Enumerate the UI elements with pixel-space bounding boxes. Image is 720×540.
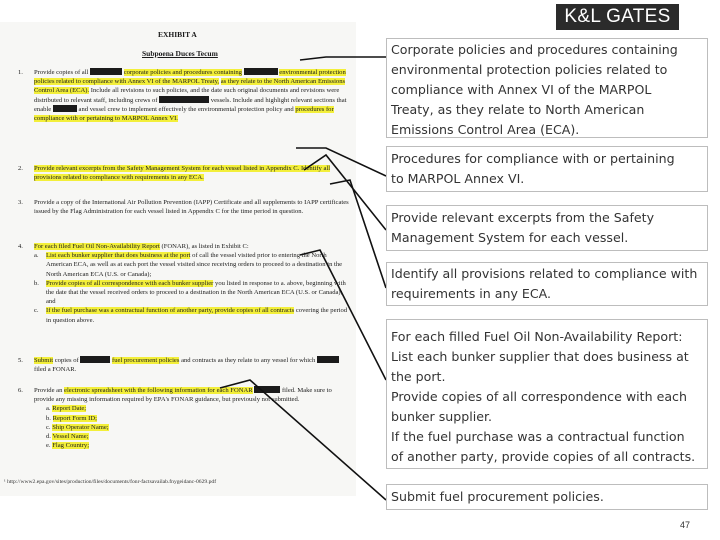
item-text: filed a FONAR. — [34, 366, 77, 374]
highlighted-text: fuel procurement policies — [112, 357, 180, 364]
callout-text: Management System for each vessel. — [391, 230, 629, 245]
item-text: Provide a copy of the International Air Pollution Prevention (IAPP) Certificate and all supplements to IAPP certificates issued by the Flag Administration for each vessel listed in Appendix C for the time period in question. — [34, 199, 349, 216]
exhibit-title: EXHIBIT A — [158, 30, 197, 39]
document-item-1 — [18, 68, 352, 123]
highlighted-text: corporate policies and procedures containing — [123, 69, 242, 76]
callout-text: Provide relevant excerpts from the Safety — [391, 210, 655, 225]
highlighted-text: List each bunker supplier that does business at the port — [46, 252, 191, 260]
callout-text: Submit fuel procurement policies. — [391, 489, 604, 504]
redaction-bar — [90, 68, 122, 75]
callout-text: Corporate policies and procedures containing — [391, 42, 678, 57]
highlighted-text: Provide relevant excerpts from the Safety Management System for each vessel listed in Appendix C. Identify all provisions related to compliance with requirements in any ECA. — [34, 165, 331, 182]
callout-text: Procedures for compliance with or pertaining — [391, 151, 675, 166]
item-number: 5. — [18, 357, 23, 364]
callout-fuel-procurement — [386, 484, 708, 510]
item-text: but previously not submitted. — [222, 396, 300, 404]
redaction-bar — [159, 96, 209, 103]
item-number: 4. — [18, 243, 23, 250]
scanned-document — [0, 22, 356, 496]
callout-text: List each bunker supplier that does business at — [391, 349, 689, 364]
document-item-5 — [18, 356, 352, 374]
callout-text: Provide copies of all correspondence with each — [391, 389, 687, 404]
item-text: covering the period in question above. — [46, 307, 348, 324]
highlighted-text: as they relate to the North American Emissions Control Area (ECA). — [34, 78, 346, 95]
field-item: d. Vessel Name; — [46, 433, 89, 441]
sub-item-c — [34, 306, 352, 324]
item-text: copies of — [54, 357, 79, 364]
callout-text: environmental protection policies related to — [391, 62, 668, 77]
document-item-4 — [18, 242, 352, 325]
callout-text: compliance with Annex VI of the MARPOL — [391, 82, 652, 97]
highlighted-text: procedures for compliance with or pertaining to MARPOL Annex VI. — [34, 105, 334, 123]
callout-corporate-policies — [386, 38, 708, 138]
field-item: a. Report Date; — [46, 405, 87, 413]
field-item: b. Report Form ID; — [46, 414, 97, 422]
callout-marpol-procedures — [386, 146, 708, 192]
callout-text: the port. — [391, 369, 446, 384]
field-item: c. Ship Operator Name; — [46, 423, 109, 431]
callout-eca-provisions — [386, 262, 708, 306]
item-text: filed. Make sure to provide any missing information required by EPA's FONAR guidance, — [34, 387, 332, 404]
highlighted-text: For each filed Fuel Oil Non-Availability Report — [34, 243, 160, 250]
footnote: ¹ http://www2.epa.gov/sites/production/files/documents/fonr-factsavailab.fnygeidanc-0629.pdf — [4, 479, 217, 485]
sub-item-a — [34, 251, 352, 279]
highlighted-text: If the fuel purchase was a contractual function of another party, provide copies of all contracts — [46, 307, 295, 315]
sub-item-label: a. — [34, 252, 39, 260]
callout-text: If the fuel purchase was a contractual function — [391, 429, 685, 444]
document-subtitle: Subpoena Duces Tecum — [142, 49, 218, 58]
callout-text: Treaty, as they relate to North American — [391, 102, 645, 117]
item-text: Provide copies of all — [34, 69, 89, 76]
kl-gates-logo: K&L GATES — [556, 4, 679, 30]
item-number: 3. — [18, 199, 23, 206]
highlighted-text: Submit — [34, 357, 54, 364]
callout-text: of another party, provide copies of all contracts. — [391, 449, 696, 464]
callout-text: requirements in any ECA. — [391, 286, 552, 301]
callout-text: bunker supplier. — [391, 409, 493, 424]
callout-safety-management — [386, 205, 708, 251]
item-text: (FONAR), as listed in Exhibit C: — [161, 243, 249, 250]
item-text: and contracts as they relate to any vessel for which — [181, 357, 316, 364]
document-item-3 — [18, 198, 352, 216]
item-number: 1. — [18, 69, 23, 76]
item-number: 6. — [18, 387, 23, 394]
item-text: and vessel crew to implement effectively the environmental protection policy and — [78, 105, 294, 113]
item-number: 2. — [18, 165, 23, 172]
item-text: vessels. Include and highlight relevant sections that enable — [34, 96, 347, 113]
redaction-bar — [254, 386, 280, 393]
callout-text: For each filled Fuel Oil Non-Availability Report: — [391, 329, 683, 344]
redaction-bar — [53, 105, 77, 112]
item-text: you listed in response to a. above, beginning with the date that the vessel received orders to proceed to a destination in the North American ECA (U.S. or Canada); and — [46, 279, 346, 306]
callout-text: to MARPOL Annex VI. — [391, 171, 525, 186]
sub-item-label: b. — [34, 279, 39, 287]
field-list — [46, 404, 352, 450]
callout-text: Emissions Control Area (ECA). — [391, 122, 580, 137]
item-text: Include all revisions to such policies, and the date such original documents and revisions were distributed to relevant staff, including crews of — [34, 87, 340, 104]
highlighted-text: Provide copies of all correspondence with each bunker supplier — [46, 279, 214, 287]
highlighted-text: electronic spreadsheet with the following information for each FONAR — [64, 387, 253, 394]
callout-text: Identify all provisions related to compliance with — [391, 266, 698, 281]
item-text: Provide an — [34, 387, 63, 394]
redaction-bar — [80, 356, 110, 363]
sub-item-b — [34, 279, 352, 307]
redaction-bar — [244, 68, 278, 75]
sub-item-label: c. — [34, 307, 39, 315]
field-item: e. Flag Country; — [46, 442, 90, 450]
item-text: of call the vessel visited prior to entering the North American ECA, as well as at each port the vessel visited since receiving orders to proceed to a destination in the North American ECA (U.S. or Canada); — [46, 252, 343, 278]
document-item-6 — [18, 386, 352, 450]
redaction-bar — [317, 356, 339, 363]
callout-fonar-requirements — [386, 319, 708, 469]
page-number: 47 — [680, 520, 691, 530]
document-item-2 — [18, 164, 352, 182]
highlighted-text: environmental protection policies related to compliance with Annex VI of the MARPOL Treaty, — [34, 69, 346, 86]
